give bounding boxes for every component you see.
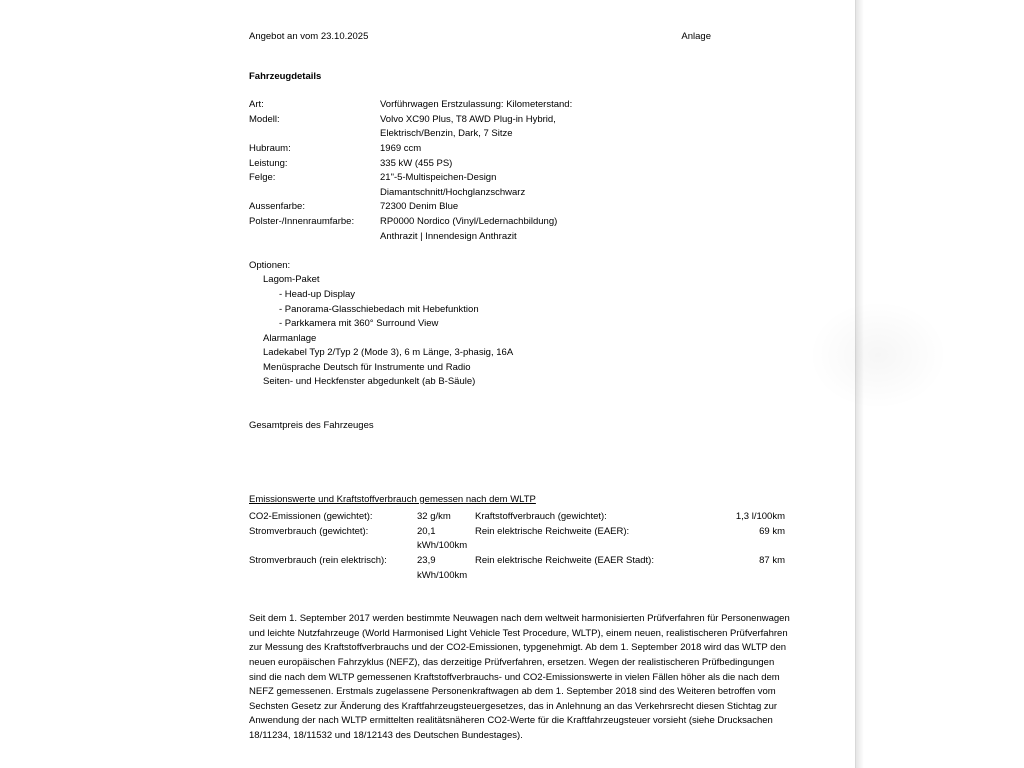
emissions-value-left: 32 g/km <box>417 511 451 523</box>
detail-value: 335 kW (455 PS) <box>380 157 453 169</box>
options-title: Optionen: <box>249 259 291 271</box>
spacer <box>249 244 829 259</box>
detail-row <box>249 186 829 201</box>
emissions-heading: Emissionswerte und Kraftstoffverbrauch gemessen nach dem WLTP <box>249 493 536 505</box>
detail-value: Diamantschnitt/Hochglanzschwarz <box>380 186 526 198</box>
option-item: - Panorama-Glasschiebedach mit Hebefunktion <box>279 303 479 315</box>
emissions-value-right: 69 km <box>759 525 785 537</box>
detail-row <box>249 98 829 113</box>
detail-value: Vorführwagen Erstzulassung: Kilometerstand: <box>380 99 573 111</box>
spacer <box>249 434 829 478</box>
detail-value: Anthrazit | Innendesign Anthrazit <box>380 230 517 242</box>
emissions-row <box>249 554 829 583</box>
page-shadow <box>856 0 864 768</box>
option-item: Seiten- und Heckfenster abgedunkelt (ab B-Säule) <box>263 376 476 388</box>
legal-paragraph: Seit dem 1. September 2017 werden bestimmte Neuwagen nach dem weltweit harmonisierten Prüfverfahren für Personenwagen und leichte Nutzfahrzeuge (World Harmonised Light Vehicle Test Procedure, WLTP), einem neuen, realistischeren Prüfverfahren zur Messung des Kraftstoffverbrauchs und der CO2-Emissionen, typgenehmigt. Ab dem 1. September 2018 wird das WLTP den neuen europäischen Fahrzyklus (NEFZ), das derzeitige Prüfverfahren, ersetzen. Wegen der realistischeren Prüfbedingungen sind die nach dem WLTP gemessenen Kraftstoffverbrauchs- und CO2-Emissionswerte in vielen Fällen höher als die nach dem NEFZ gemessenen. Erstmals zugelassene Personenkraftwagen ab dem 1. September 2018 sind des Weiteren betroffen vom Sechsten Gesetz zur Änderung des Kraftfahrzeugsteuergesetzes, das in Anlehnung an das Verkehrsrecht diesen Stichtag zur Anwendung der nach WLTP ermittelten realitätsnäheren CO2-Werte für die Kraftfahrzeugsteuer vorsieht (siehe Drucksachen 18/11234, 18/11532 und 18/12143 des Deutschen Bundestages). <box>249 613 790 741</box>
attachment-label: Anlage <box>681 31 711 42</box>
option-item: - Head-up Display <box>279 288 356 300</box>
emissions-label-left: CO2-Emissionen (gewichtet): <box>249 511 373 523</box>
background-watermark <box>808 300 948 410</box>
spacer <box>249 390 829 419</box>
detail-row <box>249 215 829 230</box>
emissions-label-left: Stromverbrauch (gewichtet): <box>249 525 369 537</box>
detail-row <box>249 200 829 215</box>
emissions-row <box>249 525 829 554</box>
detail-row <box>249 127 829 142</box>
detail-label: Leistung: <box>249 157 288 169</box>
emissions-table <box>249 510 829 583</box>
emissions-row <box>249 510 829 525</box>
spacer <box>249 478 829 493</box>
emissions-value-right: 1,3 l/100km <box>735 511 785 523</box>
emissions-label-right: Rein elektrische Reichweite (EAER): <box>475 525 630 537</box>
detail-value: Elektrisch/Benzin, Dark, 7 Sitze <box>380 128 513 140</box>
detail-row <box>249 171 829 186</box>
detail-row <box>249 142 829 157</box>
emissions-value-left: 20,1 kWh/100km <box>417 525 468 552</box>
detail-label <box>249 230 380 245</box>
emissions-label-right: Rein elektrische Reichweite (EAER Stadt): <box>475 555 654 567</box>
document-header <box>249 30 711 45</box>
detail-label: Hubraum: <box>249 142 291 154</box>
emissions-value-right: 87 km <box>759 555 785 567</box>
detail-label <box>249 186 380 201</box>
option-item: Alarmanlage <box>263 332 317 344</box>
detail-value: 1969 ccm <box>380 142 422 154</box>
detail-label: Felge: <box>249 172 276 184</box>
detail-value: RP0000 Nordico (Vinyl/Ledernachbildung) <box>380 215 558 227</box>
option-item: Lagom-Paket <box>263 274 320 286</box>
detail-label: Aussenfarbe: <box>249 201 305 213</box>
detail-value: 21"-5-Multispeichen-Design <box>380 172 497 184</box>
emissions-label-right: Kraftstoffverbrauch (gewichtet): <box>475 511 607 523</box>
option-item: Ladekabel Typ 2/Typ 2 (Mode 3), 6 m Länge, 3-phasig, 16A <box>263 347 514 359</box>
detail-row <box>249 230 829 245</box>
offer-header-text: Angebot an vom 23.10.2025 <box>249 31 369 42</box>
option-item: Menüsprache Deutsch für Instrumente und Radio <box>263 361 471 373</box>
document-page <box>168 0 856 768</box>
spacer <box>249 583 829 612</box>
options-block <box>249 259 829 390</box>
detail-row <box>249 113 829 128</box>
vehicle-details-title: Fahrzeugdetails <box>249 70 322 82</box>
detail-row <box>249 157 829 172</box>
emissions-label-left: Stromverbrauch (rein elektrisch): <box>249 555 387 567</box>
detail-value: Volvo XC90 Plus, T8 AWD Plug-in Hybrid, <box>380 113 556 125</box>
total-price-label: Gesamtpreis des Fahrzeuges <box>249 420 374 432</box>
vehicle-details-table <box>249 98 829 244</box>
option-item: - Parkkamera mit 360° Surround View <box>279 318 439 330</box>
detail-label <box>249 127 380 142</box>
detail-label: Art: <box>249 99 264 111</box>
emissions-value-left: 23,9 kWh/100km <box>417 555 468 581</box>
detail-label: Modell: <box>249 113 280 125</box>
detail-value: 72300 Denim Blue <box>380 201 459 213</box>
document-content <box>249 30 829 744</box>
detail-label: Polster-/Innenraumfarbe: <box>249 215 355 227</box>
